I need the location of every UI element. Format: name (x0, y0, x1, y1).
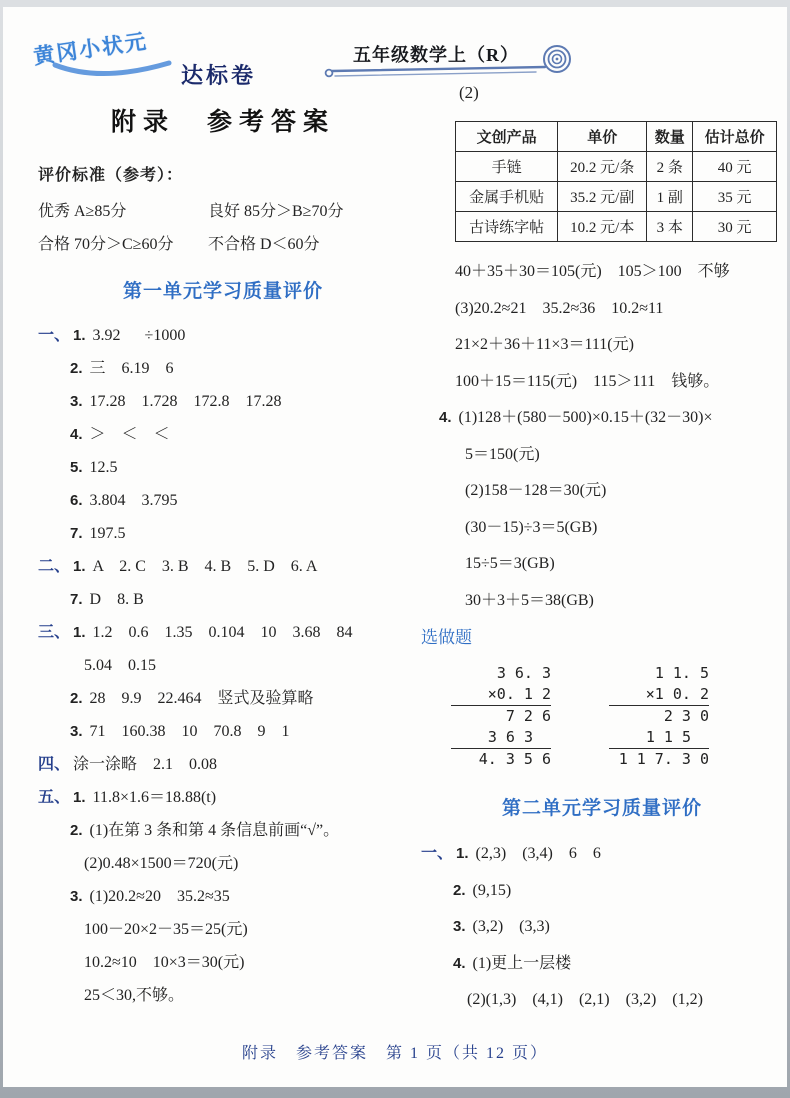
unit2-heading: 第二单元学习质量评价 (501, 798, 702, 819)
item-number: 3. (70, 723, 83, 740)
item-number: 1. (73, 789, 86, 806)
answer-line (38, 748, 408, 781)
vertical-multiplication-2 (609, 663, 709, 770)
answer-text: (1)在第 3 条和第 4 条信息前画“√”。 (89, 822, 340, 839)
answer-line (421, 473, 783, 510)
brand-logo-text: 黄冈小状元 (32, 30, 150, 69)
answer-line (38, 946, 408, 979)
item-number: 1. (73, 624, 86, 641)
answer-text: 40＋35＋30＝105(元) 105＞100 不够 (455, 263, 730, 280)
answer-text: 12.5 (89, 459, 118, 476)
answer-line (38, 913, 408, 946)
answer-text: 5.04 0.15 (84, 657, 157, 674)
mult-row: 1 1. 5 (654, 664, 709, 682)
mult-row: 4. 3 5 6 (478, 750, 551, 768)
section-marker: 一、 (421, 845, 454, 862)
answer-line (38, 880, 408, 913)
table-header-cell: 文创产品 (456, 122, 558, 152)
answer-text: 100－20×2－35＝25(元) (84, 921, 248, 938)
answer-line (38, 517, 408, 550)
answer-line (421, 254, 783, 291)
answer-line (421, 583, 783, 620)
answer-line (38, 484, 408, 517)
answer-text: 3.804 3.795 (89, 492, 178, 509)
item-number: 2. (70, 690, 83, 707)
answer-text: 11.8×1.6＝18.88(t) (92, 789, 217, 806)
answer-line (421, 327, 783, 364)
item-number: 4. (439, 409, 452, 426)
answer-text: (2)(1,3) (4,1) (2,1) (3,2) (1,2) (467, 991, 703, 1008)
answer-text: (2)158－128＝30(元) (465, 482, 607, 499)
answer-text: (3)20.2≈21 35.2≈36 10.2≈11 (455, 299, 664, 317)
table-cell: 40 元 (693, 152, 777, 182)
table-header-cell: 单价 (558, 122, 647, 152)
mult-row: ×1 0. 2 (609, 684, 709, 706)
answer-line (421, 836, 783, 873)
answer-text: 15÷5＝3(GB) (465, 555, 555, 572)
answer-text: 1.2 0.6 1.35 0.104 10 3.68 84 (92, 624, 353, 641)
answer-line (38, 583, 408, 616)
optional-exercise-label: 选做题 (421, 628, 472, 647)
answer-text: (2,3) (3,4) 6 6 (475, 845, 601, 862)
page-header (31, 29, 761, 102)
answer-line (38, 979, 408, 1012)
right-column (421, 109, 783, 1019)
table-cell: 30 元 (693, 212, 777, 242)
table-cell: 古诗练字帖 (456, 212, 558, 242)
table-cell: 金属手机贴 (456, 182, 558, 212)
answer-line (38, 319, 408, 352)
item-number: 3. (453, 918, 466, 935)
answer-text: (30－15)÷3＝5(GB) (465, 518, 598, 536)
answers-block (421, 254, 783, 619)
vertical-multiplication-1 (451, 663, 551, 770)
page-title: 附录 参考答案 (110, 109, 335, 136)
criteria-cell: 合格 70分＞C≥60分 (38, 236, 174, 253)
table-header-cell: 数量 (647, 122, 693, 152)
answer-text: 17.28 1.728 172.8 17.28 (89, 393, 282, 410)
answer-line (38, 550, 408, 583)
mult-row: 1 1 7. 3 0 (618, 750, 709, 768)
item-number: 6. (70, 492, 83, 509)
logo-swoosh-icon (51, 59, 181, 83)
unit1-heading: 第一单元学习质量评价 (122, 281, 323, 302)
answer-line (38, 616, 408, 649)
table-cell: 3 本 (647, 212, 693, 242)
item-number: 3. (70, 393, 83, 410)
answer-line (38, 385, 408, 418)
item-number: 7. (70, 525, 83, 542)
part-number-label: (2) (459, 83, 479, 102)
criteria-cell: 优秀 A≥85分 (38, 203, 127, 220)
mult-row: ×0. 1 2 (451, 684, 551, 706)
answer-line (421, 546, 783, 583)
vertical-multiplication-group (451, 663, 783, 770)
criteria-row (38, 228, 408, 261)
mult-row: 7 2 6 (505, 707, 551, 725)
answer-line (38, 418, 408, 451)
answer-line (38, 682, 408, 715)
answer-line (421, 946, 783, 983)
answer-text: (2)0.48×1500＝720(元) (84, 855, 239, 872)
table-row (456, 182, 777, 212)
item-number: 2. (70, 360, 83, 377)
answer-key-page (3, 7, 787, 1087)
table-row (456, 212, 777, 242)
table-cell: 1 副 (647, 182, 693, 212)
answer-line (38, 451, 408, 484)
answer-line (421, 873, 783, 910)
item-number: 3. (70, 888, 83, 905)
section-marker: 五、 (38, 789, 71, 806)
answer-text: (1)更上一层楼 (472, 954, 572, 972)
answer-text: 197.5 (89, 525, 126, 542)
answer-line (38, 847, 408, 880)
answer-text: 71 160.38 10 70.8 9 1 (89, 723, 290, 740)
mult-row: 1 1 5 (609, 727, 709, 749)
answer-text: 10.2≈10 10×3＝30(元) (84, 954, 245, 971)
criteria-row (38, 195, 408, 228)
unit2-answers-block (421, 836, 783, 1019)
answer-line (38, 715, 408, 748)
book-title: 五年级数学上（R） (353, 45, 519, 65)
answer-line (38, 649, 408, 682)
answer-text: (9,15) (472, 881, 512, 899)
item-number: 5. (70, 459, 83, 476)
table-cell: 20.2 元/条 (558, 152, 647, 182)
answer-line (421, 437, 783, 474)
answer-text: 25＜30,不够。 (84, 987, 185, 1004)
answer-text: D 8. B (89, 591, 144, 608)
table-header-cell: 估计总价 (693, 122, 777, 152)
criteria-cell: 不合格 D＜60分 (208, 236, 320, 253)
answer-line (421, 982, 783, 1019)
item-number: 1. (456, 845, 469, 862)
answer-text: A 2. C 3. B 4. B 5. D 6. A (92, 558, 318, 575)
answer-line (421, 909, 783, 946)
table-row (456, 152, 777, 182)
left-column (38, 102, 408, 1012)
answer-text: (1)128＋(580－500)×0.15＋(32－30)× (458, 409, 713, 426)
answer-line (421, 400, 783, 437)
item-number: 1. (73, 327, 86, 344)
price-estimate-table (455, 121, 777, 242)
table-header-row (456, 122, 777, 152)
section-marker: 四、 (38, 756, 71, 773)
mult-row: 3 6 3 (451, 727, 551, 749)
answer-text: 21×2＋36＋11×3＝111(元) (455, 336, 634, 353)
brand-logo (32, 30, 283, 93)
item-number: 4. (453, 954, 466, 972)
answer-text: (3,2) (3,3) (472, 918, 550, 935)
section-marker: 一、 (38, 327, 71, 344)
book-title-banner (321, 35, 581, 93)
item-number: 1. (73, 558, 86, 575)
criteria-cell: 良好 85分＞B≥70分 (208, 203, 344, 220)
item-number: 2. (70, 822, 83, 839)
answer-text: 28 9.9 22.464 竖式及验算略 (89, 690, 314, 707)
section-marker: 二、 (38, 558, 71, 575)
answer-text: 30＋3＋5＝38(GB) (465, 591, 594, 609)
answer-text: 5＝150(元) (465, 445, 540, 463)
mult-row: 3 6. 3 (496, 664, 551, 682)
answer-line (38, 352, 408, 385)
table-cell: 手链 (456, 152, 558, 182)
item-number: 4. (70, 426, 83, 443)
evaluation-criteria-label: 评价标准（参考）： (38, 167, 184, 184)
answer-line (421, 510, 783, 547)
page-footer: 附录 参考答案 第 1 页（共 12 页） (241, 1045, 548, 1062)
table-cell: 2 条 (647, 152, 693, 182)
answer-text: 涂一涂略 2.1 0.08 (73, 756, 218, 773)
table-cell: 35 元 (693, 182, 777, 212)
answer-line (421, 291, 783, 328)
item-number: 7. (70, 591, 83, 608)
answer-line (38, 814, 408, 847)
answer-text: (1)20.2≈20 35.2≈35 (89, 888, 230, 905)
answer-text: 3.92 ÷1000 (92, 327, 186, 344)
answer-line (421, 364, 783, 401)
answer-text: 100＋15＝115(元) 115＞111 钱够。 (455, 372, 720, 390)
brand-series-label: 达标卷 (181, 63, 257, 88)
answer-text: ＞ ＜ ＜ (89, 426, 170, 443)
section-marker: 三、 (38, 624, 71, 641)
item-number: 2. (453, 881, 466, 899)
mult-row: 2 3 0 (663, 707, 709, 725)
answer-text: 三 6.19 6 (89, 360, 174, 377)
table-cell: 35.2 元/副 (558, 182, 647, 212)
answer-line (38, 781, 408, 814)
table-cell: 10.2 元/本 (558, 212, 647, 242)
